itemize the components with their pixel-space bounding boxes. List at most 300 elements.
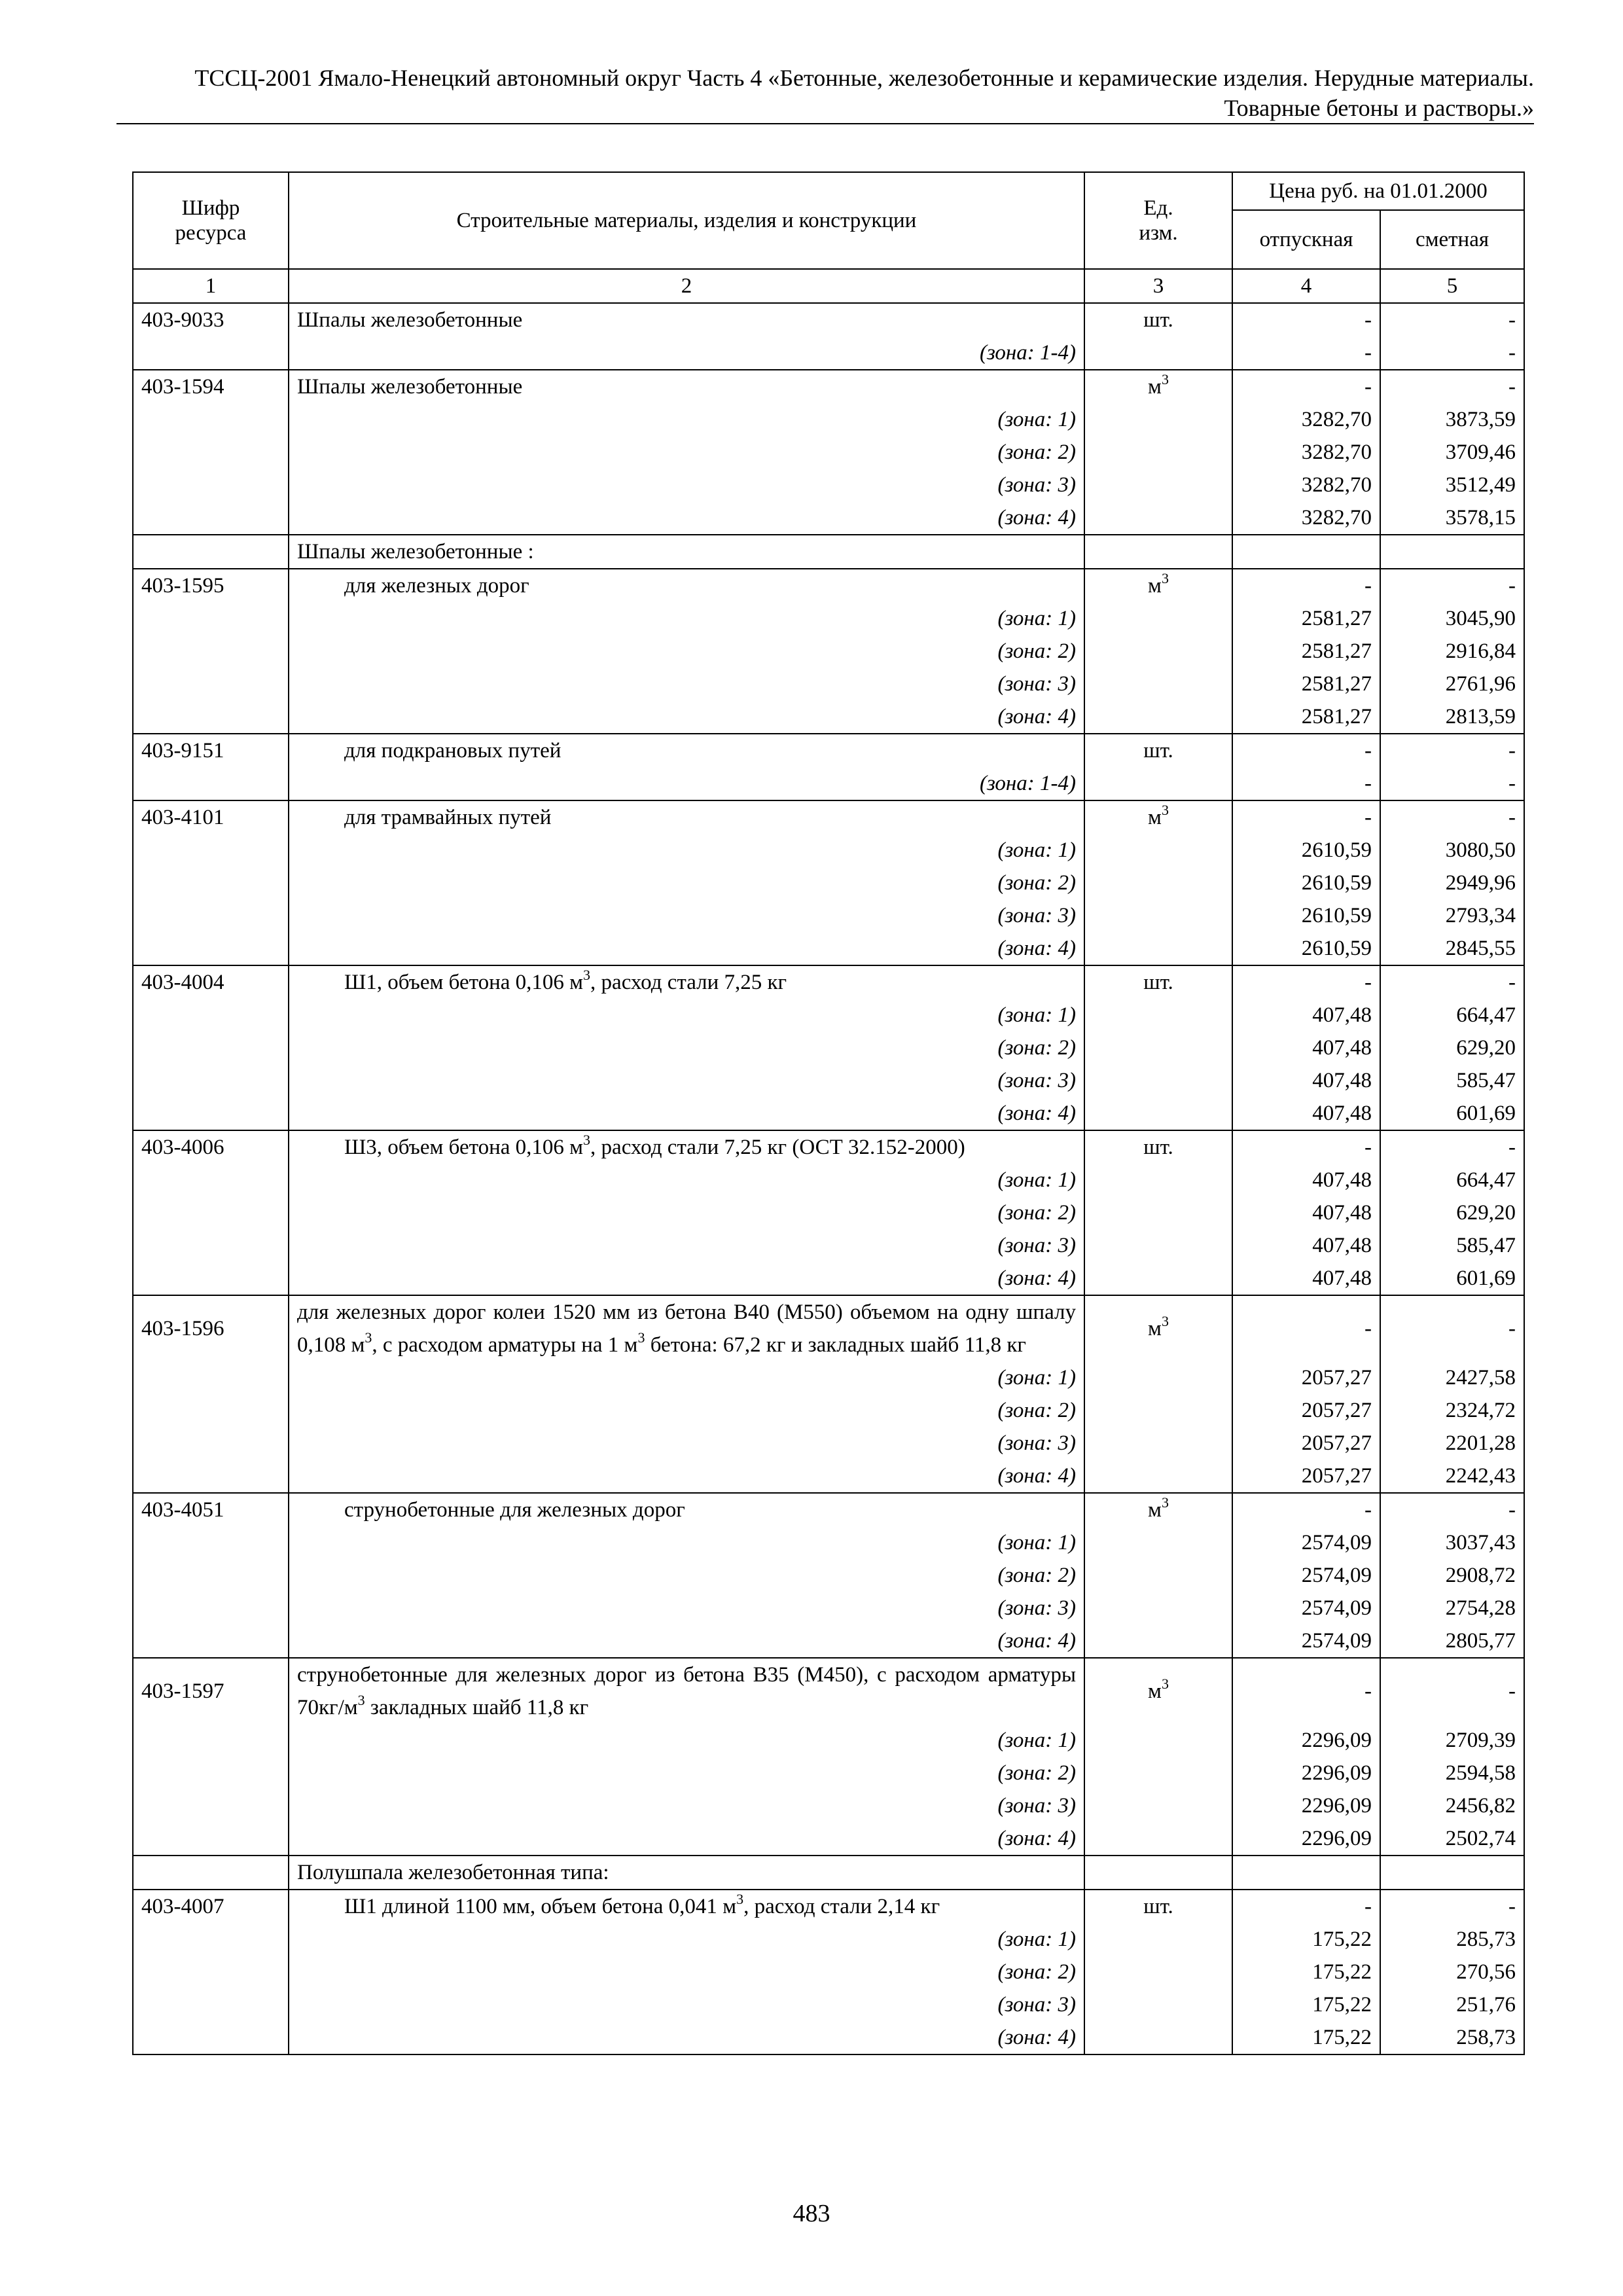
table-row xyxy=(133,303,1524,336)
price-release: 2057,27 xyxy=(1232,1394,1380,1427)
price-estimate: 2324,72 xyxy=(1380,1394,1524,1427)
price-release: 2057,27 xyxy=(1232,1460,1380,1493)
price-estimate: 601,69 xyxy=(1380,1097,1524,1130)
price-estimate: 3512,49 xyxy=(1380,469,1524,501)
price-estimate: 2201,28 xyxy=(1380,1427,1524,1460)
zone-label: (зона: 2) xyxy=(289,1394,1084,1427)
col-header-unit: Ед. изм. xyxy=(1084,172,1232,269)
col-header-price-release: отпускная xyxy=(1232,210,1380,269)
empty-cell xyxy=(1084,2021,1232,2054)
empty-cell xyxy=(133,336,289,370)
price-estimate: 2949,96 xyxy=(1380,867,1524,899)
empty-cell xyxy=(1084,1064,1232,1097)
price-release: - xyxy=(1232,370,1380,403)
zone-row xyxy=(133,834,1524,867)
price-release: - xyxy=(1232,1493,1380,1526)
price-release: 2296,09 xyxy=(1232,1757,1380,1789)
price-estimate: - xyxy=(1380,800,1524,834)
empty-cell xyxy=(133,668,289,700)
col-number-5: 5 xyxy=(1380,269,1524,303)
price-estimate: 2502,74 xyxy=(1380,1822,1524,1856)
price-estimate: 3873,59 xyxy=(1380,403,1524,436)
empty-cell xyxy=(1084,1097,1232,1130)
zone-row xyxy=(133,867,1524,899)
price-estimate: - xyxy=(1380,569,1524,602)
price-release: 407,48 xyxy=(1232,1164,1380,1196)
empty-cell xyxy=(1084,1559,1232,1592)
price-estimate: 629,20 xyxy=(1380,1196,1524,1229)
price-release: 2057,27 xyxy=(1232,1427,1380,1460)
price-release: 3282,70 xyxy=(1232,436,1380,469)
empty-cell xyxy=(133,469,289,501)
table-row xyxy=(133,965,1524,999)
zone-label: (зона: 3) xyxy=(289,1592,1084,1624)
zone-label: (зона: 3) xyxy=(289,1427,1084,1460)
empty-cell xyxy=(1084,1361,1232,1394)
price-release: 2581,27 xyxy=(1232,700,1380,734)
col-number-4: 4 xyxy=(1232,269,1380,303)
price-estimate: - xyxy=(1380,1890,1524,1923)
resource-code: 403-1596 xyxy=(133,1295,289,1361)
material-name: для железных дорог xyxy=(289,569,1084,602)
unit-cell: шт. xyxy=(1084,734,1232,767)
zone-row xyxy=(133,932,1524,965)
material-name: для подкрановых путей xyxy=(289,734,1084,767)
zone-label: (зона: 3) xyxy=(289,1789,1084,1822)
zone-label: (зона: 3) xyxy=(289,668,1084,700)
price-release: 407,48 xyxy=(1232,1196,1380,1229)
empty-cell xyxy=(133,899,289,932)
table-row xyxy=(133,1130,1524,1164)
material-name: Ш1 длиной 1100 мм, объем бетона 0,041 $м^3$, расход стали 2,14 кг xyxy=(289,1890,1084,1923)
zone-row xyxy=(133,1624,1524,1658)
empty-cell xyxy=(133,501,289,535)
material-name: Шпалы железобетонные xyxy=(289,370,1084,403)
zone-row xyxy=(133,1394,1524,1427)
empty-cell xyxy=(133,932,289,965)
zone-row xyxy=(133,1592,1524,1624)
price-release: 407,48 xyxy=(1232,1064,1380,1097)
price-estimate: 2594,58 xyxy=(1380,1757,1524,1789)
col-header-price-estimate: сметная xyxy=(1380,210,1524,269)
empty-cell xyxy=(1084,1196,1232,1229)
resource-code: 403-1597 xyxy=(133,1658,289,1724)
empty-cell xyxy=(133,436,289,469)
zone-row xyxy=(133,1031,1524,1064)
price-release: 407,48 xyxy=(1232,1031,1380,1064)
price-release: 2610,59 xyxy=(1232,867,1380,899)
price-release: - xyxy=(1232,1295,1380,1361)
zone-row xyxy=(133,635,1524,668)
zone-label: (зона: 4) xyxy=(289,1624,1084,1658)
material-name: Ш1, объем бетона 0,106 $м^3$, расход стали 7,25 кг xyxy=(289,965,1084,999)
empty-cell xyxy=(1084,767,1232,800)
col-header-name: Строительные материалы, изделия и конструкции xyxy=(289,172,1084,269)
price-release: - xyxy=(1232,767,1380,800)
zone-row xyxy=(133,1526,1524,1559)
unit-cell: шт. xyxy=(1084,1130,1232,1164)
empty-cell xyxy=(1084,1592,1232,1624)
group-row xyxy=(133,535,1524,569)
price-release: - xyxy=(1232,1890,1380,1923)
resource-code: 403-4007 xyxy=(133,1890,289,1923)
empty-cell xyxy=(1084,834,1232,867)
empty-cell xyxy=(133,1361,289,1394)
zone-row xyxy=(133,1361,1524,1394)
header-rule xyxy=(116,123,1534,124)
zone-row xyxy=(133,899,1524,932)
zone-row xyxy=(133,1097,1524,1130)
price-estimate: - xyxy=(1380,965,1524,999)
price-estimate: 2813,59 xyxy=(1380,700,1524,734)
resource-code: 403-9151 xyxy=(133,734,289,767)
zone-label: (зона: 2) xyxy=(289,1031,1084,1064)
price-release: 2574,09 xyxy=(1232,1592,1380,1624)
price-release: 3282,70 xyxy=(1232,469,1380,501)
zone-row xyxy=(133,1956,1524,1988)
price-release: 2296,09 xyxy=(1232,1822,1380,1856)
col-number-1: 1 xyxy=(133,269,289,303)
empty-cell xyxy=(133,635,289,668)
empty-cell xyxy=(1084,1031,1232,1064)
table-row xyxy=(133,1658,1524,1724)
zone-label: (зона: 3) xyxy=(289,899,1084,932)
resource-code: 403-4004 xyxy=(133,965,289,999)
zone-label: (зона: 1) xyxy=(289,1361,1084,1394)
price-release: 2610,59 xyxy=(1232,834,1380,867)
empty-cell xyxy=(1084,1856,1232,1890)
empty-cell xyxy=(1380,1856,1524,1890)
page-number: 483 xyxy=(793,2200,830,2227)
zone-label: (зона: 2) xyxy=(289,1956,1084,1988)
empty-cell xyxy=(1084,336,1232,370)
empty-cell xyxy=(133,1460,289,1493)
zone-row xyxy=(133,1427,1524,1460)
zone-row xyxy=(133,1460,1524,1493)
empty-cell xyxy=(133,1559,289,1592)
zone-label: (зона: 2) xyxy=(289,1559,1084,1592)
empty-cell xyxy=(133,1229,289,1262)
group-row xyxy=(133,1856,1524,1890)
empty-cell xyxy=(133,2021,289,2054)
zone-row xyxy=(133,1757,1524,1789)
price-release: 3282,70 xyxy=(1232,501,1380,535)
price-estimate: 2242,43 xyxy=(1380,1460,1524,1493)
zone-row xyxy=(133,999,1524,1031)
empty-cell xyxy=(133,403,289,436)
zone-row xyxy=(133,1923,1524,1956)
unit-cell: шт. xyxy=(1084,965,1232,999)
unit-cell: шт. xyxy=(1084,1890,1232,1923)
price-estimate: 2709,39 xyxy=(1380,1724,1524,1757)
zone-label: (зона: 2) xyxy=(289,1757,1084,1789)
empty-cell xyxy=(133,1526,289,1559)
empty-cell xyxy=(1084,1427,1232,1460)
empty-cell xyxy=(1084,1789,1232,1822)
empty-cell xyxy=(1084,635,1232,668)
price-release: 407,48 xyxy=(1232,1229,1380,1262)
price-release: 3282,70 xyxy=(1232,403,1380,436)
price-release: 175,22 xyxy=(1232,1923,1380,1956)
empty-cell xyxy=(133,1789,289,1822)
price-release: 407,48 xyxy=(1232,999,1380,1031)
zone-row xyxy=(133,1559,1524,1592)
empty-cell xyxy=(133,602,289,635)
material-name: струнобетонные для железных дорог xyxy=(289,1493,1084,1526)
price-release: 2296,09 xyxy=(1232,1789,1380,1822)
empty-cell xyxy=(1380,535,1524,569)
unit-cell: $м^3$ xyxy=(1084,1295,1232,1361)
price-estimate: 2908,72 xyxy=(1380,1559,1524,1592)
price-table-head xyxy=(133,172,1524,303)
material-name: струнобетонные для железных дорог из бетона В35 (М450), с расходом арматуры $70кг/м^3$ закладных шайб 11,8 кг xyxy=(289,1658,1084,1724)
zone-label: (зона: 4) xyxy=(289,1097,1084,1130)
price-estimate: 585,47 xyxy=(1380,1229,1524,1262)
price-estimate: 2916,84 xyxy=(1380,635,1524,668)
price-release: 175,22 xyxy=(1232,1988,1380,2021)
table-row xyxy=(133,1890,1524,1923)
price-estimate: 2754,28 xyxy=(1380,1592,1524,1624)
zone-label: (зона: 1) xyxy=(289,999,1084,1031)
price-estimate: - xyxy=(1380,1658,1524,1724)
empty-cell xyxy=(133,535,289,569)
price-estimate: 585,47 xyxy=(1380,1064,1524,1097)
unit-cell: $м^3$ xyxy=(1084,800,1232,834)
price-release: - xyxy=(1232,1658,1380,1724)
price-estimate: 258,73 xyxy=(1380,2021,1524,2054)
empty-cell xyxy=(133,834,289,867)
zone-row xyxy=(133,1724,1524,1757)
empty-cell xyxy=(1084,1624,1232,1658)
zone-label: (зона: 2) xyxy=(289,1196,1084,1229)
empty-cell xyxy=(1084,668,1232,700)
price-release: - xyxy=(1232,965,1380,999)
resource-code: 403-9033 xyxy=(133,303,289,336)
zone-label: (зона: 2) xyxy=(289,867,1084,899)
empty-cell xyxy=(1084,1262,1232,1295)
zone-label: (зона: 1) xyxy=(289,834,1084,867)
empty-cell xyxy=(1084,436,1232,469)
empty-cell xyxy=(133,1988,289,2021)
price-release: - xyxy=(1232,800,1380,834)
material-name: Ш3, объем бетона 0,106 $м^3$, расход стали 7,25 кг (ОСТ 32.152-2000) xyxy=(289,1130,1084,1164)
zone-label: (зона: 3) xyxy=(289,469,1084,501)
unit-cell: $м^3$ xyxy=(1084,370,1232,403)
price-estimate: 3080,50 xyxy=(1380,834,1524,867)
empty-cell xyxy=(133,867,289,899)
zone-label: (зона: 1) xyxy=(289,1526,1084,1559)
empty-cell xyxy=(1084,1988,1232,2021)
price-table-body xyxy=(133,303,1524,2054)
empty-cell xyxy=(133,1856,289,1890)
zone-row xyxy=(133,469,1524,501)
zone-row xyxy=(133,403,1524,436)
price-release: 2574,09 xyxy=(1232,1559,1380,1592)
zone-row xyxy=(133,501,1524,535)
price-estimate: 601,69 xyxy=(1380,1262,1524,1295)
price-estimate: - xyxy=(1380,336,1524,370)
zone-row xyxy=(133,1789,1524,1822)
zone-row xyxy=(133,767,1524,800)
empty-cell xyxy=(1084,899,1232,932)
zone-row xyxy=(133,1064,1524,1097)
unit-cell: $м^3$ xyxy=(1084,569,1232,602)
zone-label: (зона: 1-4) xyxy=(289,767,1084,800)
empty-cell xyxy=(133,1427,289,1460)
unit-cell: шт. xyxy=(1084,303,1232,336)
unit-cell: $м^3$ xyxy=(1084,1493,1232,1526)
price-release: 2574,09 xyxy=(1232,1526,1380,1559)
empty-cell xyxy=(133,1592,289,1624)
empty-cell xyxy=(133,1031,289,1064)
price-estimate: - xyxy=(1380,1295,1524,1361)
empty-cell xyxy=(133,1064,289,1097)
group-title: Шпалы железобетонные : xyxy=(289,535,1084,569)
resource-code: 403-4006 xyxy=(133,1130,289,1164)
price-estimate: 3045,90 xyxy=(1380,602,1524,635)
zone-label: (зона: 4) xyxy=(289,2021,1084,2054)
price-estimate: - xyxy=(1380,303,1524,336)
empty-cell xyxy=(1084,1460,1232,1493)
price-estimate: 2427,58 xyxy=(1380,1361,1524,1394)
zone-row xyxy=(133,1196,1524,1229)
price-estimate: - xyxy=(1380,734,1524,767)
zone-label: (зона: 4) xyxy=(289,1822,1084,1856)
material-name: Шпалы железобетонные xyxy=(289,303,1084,336)
table-row xyxy=(133,1295,1524,1361)
zone-label: (зона: 4) xyxy=(289,1262,1084,1295)
zone-label: (зона: 4) xyxy=(289,501,1084,535)
price-release: 2610,59 xyxy=(1232,932,1380,965)
empty-cell xyxy=(133,1822,289,1856)
col-number-2: 2 xyxy=(289,269,1084,303)
resource-code: 403-1595 xyxy=(133,569,289,602)
price-release: 2296,09 xyxy=(1232,1724,1380,1757)
resource-code: 403-4101 xyxy=(133,800,289,834)
price-estimate: 270,56 xyxy=(1380,1956,1524,1988)
zone-label: (зона: 4) xyxy=(289,932,1084,965)
col-header-price-group: Цена руб. на 01.01.2000 xyxy=(1232,172,1524,210)
empty-cell xyxy=(1084,1757,1232,1789)
empty-cell xyxy=(133,1164,289,1196)
empty-cell xyxy=(1084,932,1232,965)
zone-label: (зона: 2) xyxy=(289,635,1084,668)
empty-cell xyxy=(1084,535,1232,569)
price-estimate: - xyxy=(1380,370,1524,403)
empty-cell xyxy=(133,1923,289,1956)
zone-label: (зона: 1-4) xyxy=(289,336,1084,370)
zone-label: (зона: 1) xyxy=(289,602,1084,635)
price-estimate: - xyxy=(1380,1130,1524,1164)
zone-row xyxy=(133,336,1524,370)
price-release: 407,48 xyxy=(1232,1262,1380,1295)
table-row xyxy=(133,800,1524,834)
price-estimate: 2456,82 xyxy=(1380,1789,1524,1822)
group-title: Полушпала железобетонная типа: xyxy=(289,1856,1084,1890)
zone-label: (зона: 1) xyxy=(289,1724,1084,1757)
zone-label: (зона: 1) xyxy=(289,1164,1084,1196)
empty-cell xyxy=(1084,1526,1232,1559)
material-name: для железных дорог колеи 1520 мм из бетона В40 (М550) объемом на одну шпалу 0,108 $м^3$, с расходом арматуры на 1 $м^3$ бетона: 67,2 кг и закладных шайб 11,8 кг xyxy=(289,1295,1084,1361)
empty-cell xyxy=(1084,700,1232,734)
price-release: - xyxy=(1232,1130,1380,1164)
empty-cell xyxy=(1084,469,1232,501)
empty-cell xyxy=(133,1956,289,1988)
table-row xyxy=(133,370,1524,403)
material-name: для трамвайных путей xyxy=(289,800,1084,834)
empty-cell xyxy=(1084,1164,1232,1196)
empty-cell xyxy=(133,1394,289,1427)
col-number-3: 3 xyxy=(1084,269,1232,303)
zone-label: (зона: 3) xyxy=(289,1988,1084,2021)
price-release: - xyxy=(1232,734,1380,767)
price-estimate: 664,47 xyxy=(1380,999,1524,1031)
empty-cell xyxy=(1084,602,1232,635)
zone-label: (зона: 3) xyxy=(289,1064,1084,1097)
empty-cell xyxy=(133,1724,289,1757)
price-estimate: 251,76 xyxy=(1380,1988,1524,2021)
price-estimate: 2793,34 xyxy=(1380,899,1524,932)
price-estimate: 3578,15 xyxy=(1380,501,1524,535)
zone-row xyxy=(133,700,1524,734)
empty-cell xyxy=(1084,867,1232,899)
empty-cell xyxy=(1232,535,1380,569)
table-row xyxy=(133,1493,1524,1526)
price-estimate: - xyxy=(1380,1493,1524,1526)
price-estimate: 285,73 xyxy=(1380,1923,1524,1956)
price-estimate: 629,20 xyxy=(1380,1031,1524,1064)
zone-row xyxy=(133,1229,1524,1262)
zone-label: (зона: 4) xyxy=(289,1460,1084,1493)
zone-row xyxy=(133,602,1524,635)
price-release: 2057,27 xyxy=(1232,1361,1380,1394)
empty-cell xyxy=(1084,1822,1232,1856)
zone-label: (зона: 4) xyxy=(289,700,1084,734)
price-release: 175,22 xyxy=(1232,1956,1380,1988)
zone-row xyxy=(133,2021,1524,2054)
empty-cell xyxy=(133,1097,289,1130)
price-estimate: 3709,46 xyxy=(1380,436,1524,469)
price-release: 175,22 xyxy=(1232,2021,1380,2054)
empty-cell xyxy=(133,1262,289,1295)
zone-row xyxy=(133,1262,1524,1295)
zone-row xyxy=(133,1164,1524,1196)
empty-cell xyxy=(1232,1856,1380,1890)
unit-cell: $м^3$ xyxy=(1084,1658,1232,1724)
empty-cell xyxy=(133,767,289,800)
header-line-1: ТССЦ-2001 Ямало-Ненецкий автономный округ Часть 4 «Бетонные, железобетонные и керамические изделия. Нерудные материалы. xyxy=(194,65,1534,91)
zone-label: (зона: 3) xyxy=(289,1229,1084,1262)
document-header xyxy=(116,63,1534,123)
price-release: 2610,59 xyxy=(1232,899,1380,932)
price-release: 2581,27 xyxy=(1232,635,1380,668)
zone-label: (зона: 2) xyxy=(289,436,1084,469)
empty-cell xyxy=(1084,1956,1232,1988)
price-release: 2574,09 xyxy=(1232,1624,1380,1658)
empty-cell xyxy=(1084,1229,1232,1262)
empty-cell xyxy=(133,700,289,734)
empty-cell xyxy=(133,999,289,1031)
empty-cell xyxy=(1084,1394,1232,1427)
zone-row xyxy=(133,1988,1524,2021)
price-release: 407,48 xyxy=(1232,1097,1380,1130)
zone-label: (зона: 1) xyxy=(289,1923,1084,1956)
table-row xyxy=(133,569,1524,602)
header-line-2: Товарные бетоны и растворы.» xyxy=(1224,95,1534,121)
empty-cell xyxy=(133,1757,289,1789)
table-row xyxy=(133,734,1524,767)
zone-row xyxy=(133,436,1524,469)
